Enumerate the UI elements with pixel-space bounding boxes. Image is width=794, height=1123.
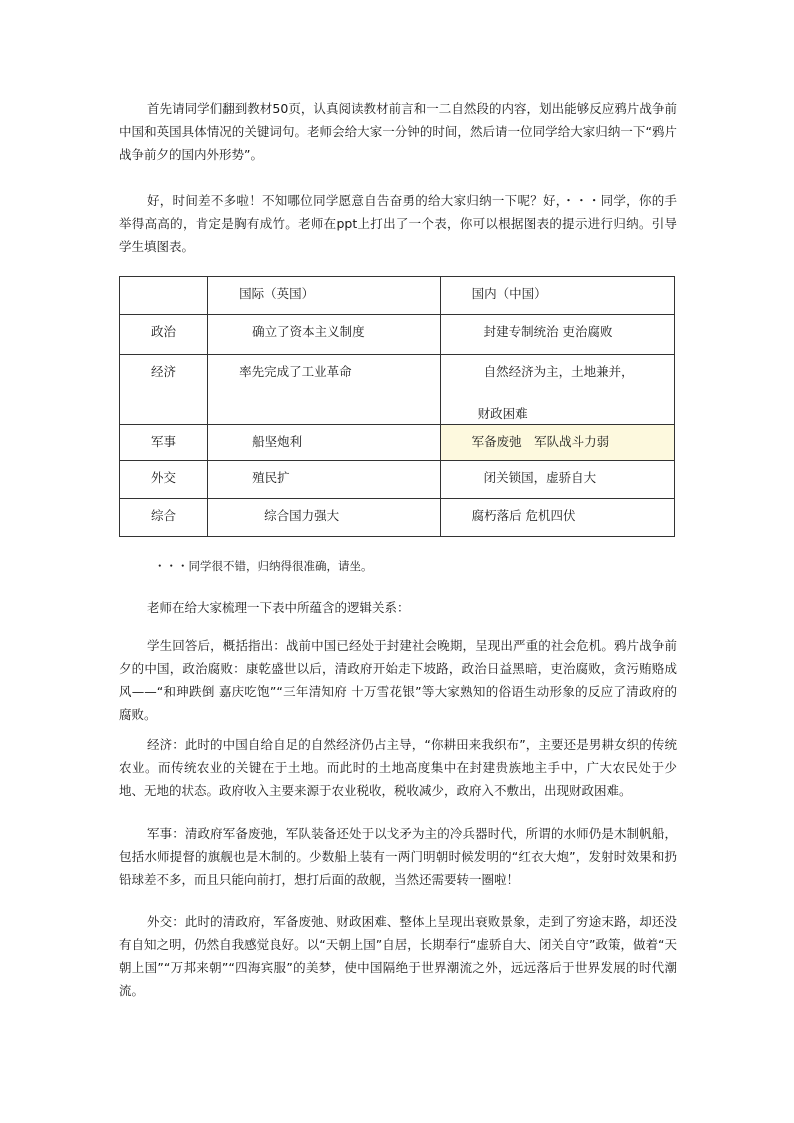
- row-label-diplomacy: 外交: [120, 461, 208, 499]
- logic-intro-line: 老师在给大家梳理一下表中所蕴含的逻辑关系：: [147, 600, 410, 615]
- praise-line: ・・・同学很不错，归纳得很准确，请坐。: [154, 559, 373, 573]
- row-dom-diplomacy: 闭关锁国，虚骄自大: [440, 461, 674, 499]
- diplomacy-paragraph: 外交：此时的清政府，军备废弛、财政困难、整体上呈现出衰败景象，走到了穷途末路，却还没有自知之明，仍然自我感觉良好。以“天朝上国”自居，长期奉行“虚骄自大、闭关自守”政策，做着“天朝上国”“万邦来朝”“四海宾服”的美梦，使中国隔绝于世界潮流之外，远远落后于世界发展的时代潮流。: [119, 914, 677, 998]
- table-header-row: [120, 277, 675, 315]
- header-domestic-cell: 国内（中国）: [440, 277, 674, 315]
- row-dom-economy: 自然经济为主，土地兼并， 财政困难: [440, 355, 674, 425]
- comparison-table: [119, 276, 675, 537]
- row-intl-politics: 确立了资本主义制度: [208, 315, 440, 355]
- table-row: [120, 425, 675, 461]
- row-dom-overall: 腐朽落后 危机四伏: [440, 499, 674, 537]
- row-intl-military: 船坚炮利: [208, 425, 440, 461]
- row-label-politics: 政治: [120, 315, 208, 355]
- table-row: [120, 499, 675, 537]
- instruction-paragraph: 好，时间差不多啦！不知哪位同学愿意自告奋勇的给大家归纳一下呢？好，・・・同学，你的手举得高高的，肯定是胸有成竹。老师在ppt上打出了一个表，你可以根据图表的提示进行归纳。引导学生填图表。: [119, 193, 677, 254]
- row-label-overall: 综合: [120, 499, 208, 537]
- row-dom-military-highlighted: 军备废弛 军队战斗力弱: [440, 425, 674, 461]
- header-blank-cell: [120, 277, 208, 315]
- row-intl-economy: 率先完成了工业革命: [208, 355, 440, 425]
- military-paragraph: 军事：清政府军备废弛，军队装备还处于以戈矛为主的冷兵器时代，所谓的水师仍是木制帆船，包括水师提督的旗舰也是木制的。少数船上装有一两门明朝时候发明的“红衣大炮”，发射时效果和扔铅球差不多，而且只能向前打，想打后面的敌舰，当然还需要转一圈啦！: [119, 826, 677, 887]
- row-label-military: 军事: [120, 425, 208, 461]
- row-intl-diplomacy: 殖民扩: [208, 461, 440, 499]
- row-dom-politics: 封建专制统治 吏治腐败: [440, 315, 674, 355]
- header-international-cell: 国际（英国）: [208, 277, 440, 315]
- answer-summary-paragraph: 学生回答后，概括指出：战前中国已经处于封建社会晚期，呈现出严重的社会危机。鸦片战争前夕的中国，政治腐败：康乾盛世以后，清政府开始走下坡路，政治日益黑暗，吏治腐败，贪污贿赂成风——“和珅跌倒 嘉庆吃饱”“三年清知府 十万雪花银”等大家熟知的俗语生动形象的反应了清政府的腐败。: [119, 638, 677, 722]
- table-row: [120, 461, 675, 499]
- table-row: [120, 355, 675, 425]
- table-row: [120, 315, 675, 355]
- intro-paragraph: 首先请同学们翻到教材50页，认真阅读教材前言和一二自然段的内容，划出能够反应鸦片战争前中国和英国具体情况的关键词句。老师会给大家一分钟的时间，然后请一位同学给大家归纳一下“鸦片战争前夕的国内外形势”。: [119, 101, 677, 162]
- row-label-economy: 经济: [120, 355, 208, 425]
- row-intl-overall: 综合国力强大: [208, 499, 440, 537]
- economy-paragraph: 经济：此时的中国自给自足的自然经济仍占主导，“你耕田来我织布”，主要还是男耕女织的传统农业。而传统农业的关键在于土地。而此时的土地高度集中在封建贵族地主手中，广大农民处于少地、无地的状态。政府收入主要来源于农业税收，税收减少，政府入不敷出，出现财政困难。: [119, 737, 677, 798]
